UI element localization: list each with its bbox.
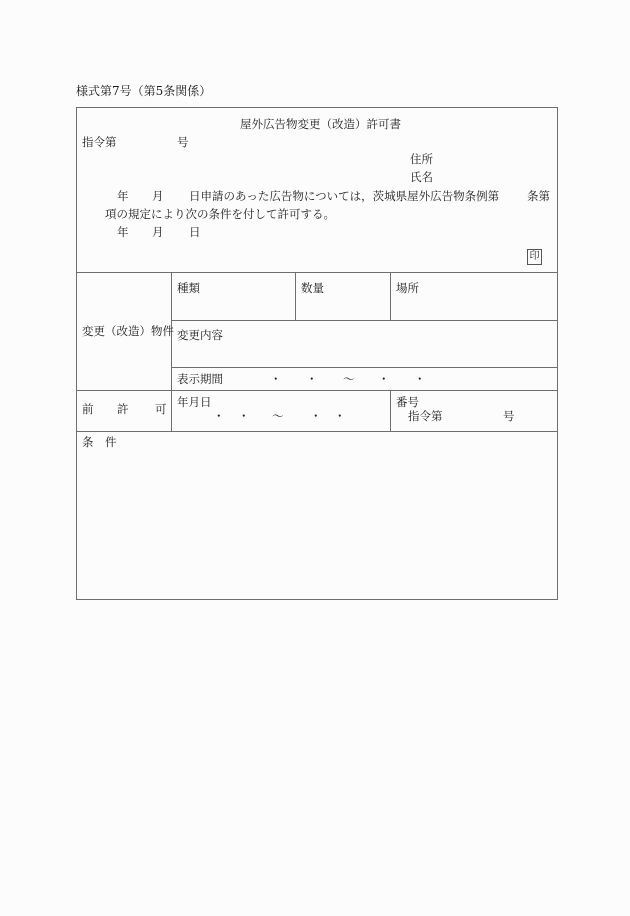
prev-permit-number-label: 番号 bbox=[396, 395, 419, 409]
row-divider-content bbox=[171, 367, 557, 368]
col-divider-quantity bbox=[390, 272, 391, 320]
header-location: 場所 bbox=[396, 281, 419, 295]
body-month: 月 bbox=[152, 189, 164, 203]
address-label: 住所 bbox=[410, 152, 433, 166]
body-text-line1: 日申請のあった広告物については，茨城県屋外広告物条例第 bbox=[189, 189, 500, 203]
prev-permit-label-2: 許 bbox=[117, 402, 129, 416]
period-dot-1: ・ bbox=[270, 372, 282, 386]
change-content-label: 変更内容 bbox=[177, 328, 223, 342]
form-frame bbox=[76, 107, 558, 600]
date-day: 日 bbox=[189, 225, 201, 239]
period-dot-2: ・ bbox=[306, 372, 318, 386]
body-article: 条第 bbox=[527, 189, 550, 203]
col-divider-number bbox=[390, 390, 391, 431]
document-title: 屋外広告物変更（改造）許可書 bbox=[240, 117, 401, 131]
prev-permit-date-label: 年月日 bbox=[177, 395, 212, 409]
row-divider-period bbox=[76, 390, 557, 391]
form-number: 様式第7号（第5条関係） bbox=[76, 84, 212, 98]
header-type: 種類 bbox=[177, 281, 200, 295]
date-month: 月 bbox=[152, 225, 164, 239]
directive-prefix: 指令第 bbox=[82, 135, 117, 149]
section-divider bbox=[76, 272, 557, 273]
prev-date-dot-4: ・ bbox=[334, 409, 346, 423]
row-divider-permit bbox=[76, 431, 557, 432]
name-label: 氏名 bbox=[410, 170, 433, 184]
col-divider-type bbox=[295, 272, 296, 320]
seal-stamp-box: 印 bbox=[527, 249, 542, 265]
date-year: 年 bbox=[117, 225, 129, 239]
conditions-label-2: 件 bbox=[105, 435, 117, 449]
body-text-line2: 項の規定により次の条件を付して許可する。 bbox=[105, 207, 335, 221]
col-divider-label bbox=[171, 272, 172, 431]
prev-date-dot-2: ・ bbox=[238, 409, 250, 423]
row-divider-headers bbox=[171, 320, 557, 321]
body-year: 年 bbox=[117, 189, 129, 203]
prev-date-dot-3: ・ bbox=[310, 409, 322, 423]
prev-permit-label-3: 可 bbox=[155, 402, 167, 416]
header-quantity: 数量 bbox=[301, 281, 324, 295]
prev-date-tilde: ～ bbox=[272, 409, 284, 423]
prev-permit-directive-prefix: 指令第 bbox=[408, 409, 443, 423]
directive-suffix: 号 bbox=[177, 135, 189, 149]
prev-permit-directive-suffix: 号 bbox=[503, 409, 515, 423]
period-dot-4: ・ bbox=[414, 372, 426, 386]
object-label: 変更（改造）物件 bbox=[82, 324, 174, 338]
conditions-label-1: 条 bbox=[82, 435, 94, 449]
prev-permit-label-1: 前 bbox=[82, 402, 94, 416]
display-period-label: 表示期間 bbox=[177, 372, 223, 386]
period-dot-3: ・ bbox=[378, 372, 390, 386]
period-tilde: ～ bbox=[343, 372, 355, 386]
prev-date-dot-1: ・ bbox=[213, 409, 225, 423]
